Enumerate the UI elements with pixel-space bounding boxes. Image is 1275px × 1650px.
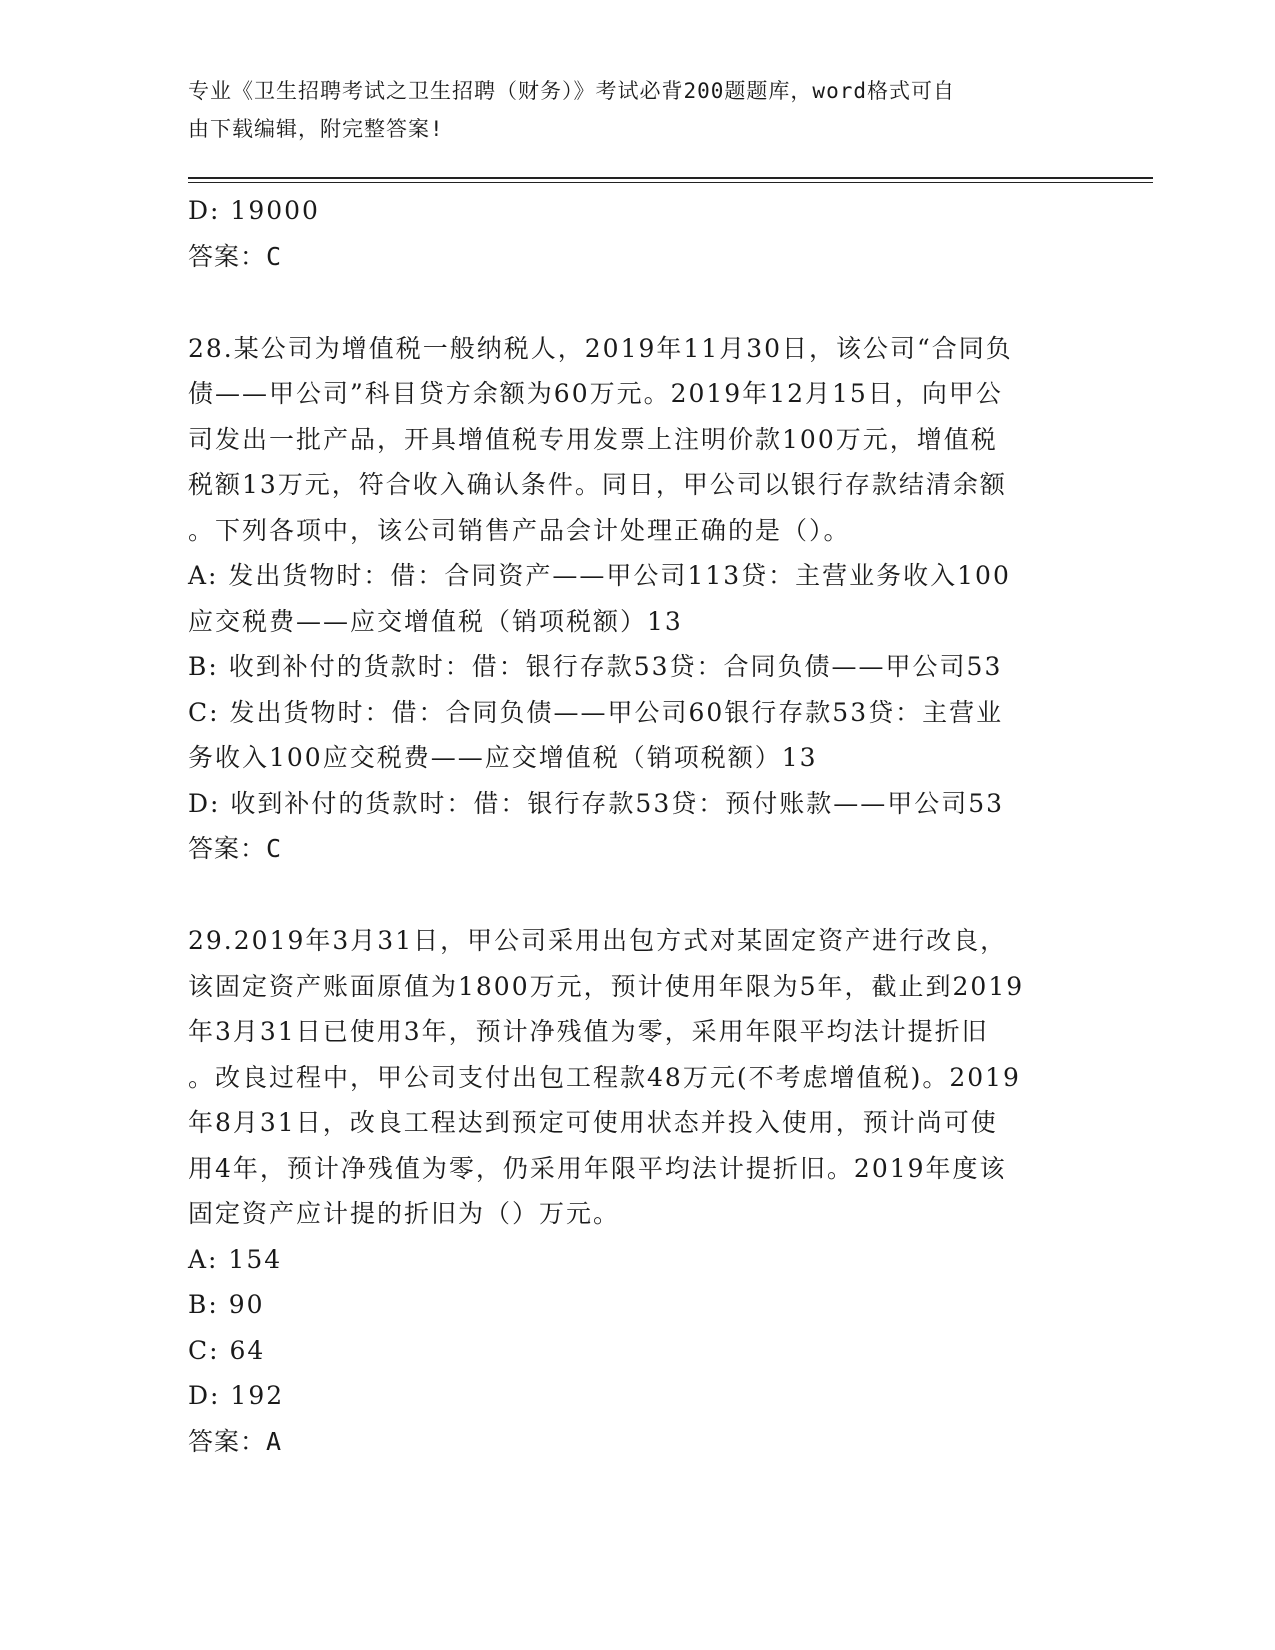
document-body (188, 188, 1078, 1465)
option-d: D: 192 (188, 1381, 285, 1410)
header-rule (188, 177, 1153, 179)
stem-line: 用4年，预计净残值为零，仍采用年限平均法计提折旧。2019年度该 (188, 1153, 1007, 1183)
stem-line: 28.某公司为增值税一般纳税人，2019年11月30日，该公司“合同负 (188, 333, 1013, 363)
option-b: B: 收到补付的货款时：借：银行存款53贷：合同负债——甲公司53 (188, 652, 1003, 681)
prev-question (188, 188, 1078, 280)
document-header (188, 72, 1068, 148)
answer-line: 答案：A (188, 1426, 283, 1456)
option-d: D: 19000 (188, 196, 320, 225)
stem-line: 。改良过程中，甲公司支付出包工程款48万元(不考虑增值税)。2019 (188, 1062, 1021, 1092)
spacer (188, 280, 1078, 326)
stem-line: 司发出一批产品，开具增值税专用发票上注明价款100万元，增值税 (188, 424, 998, 454)
answer-line: 答案：C (188, 834, 283, 863)
stem-line: 年3月31日已使用3年，预计净残值为零，采用年限平均法计提折旧 (188, 1017, 989, 1046)
stem-line: 。下列各项中，该公司销售产品会计处理正确的是（）。 (188, 515, 851, 545)
option-c: C: 发出货物时：借：合同负债——甲公司60银行存款53贷：主营业 (188, 697, 1004, 727)
question-29-stem (188, 918, 1078, 1237)
answer-line: 答案：C (188, 241, 283, 271)
question-29-options (188, 1237, 1078, 1419)
header-rule-thin (188, 182, 1153, 183)
stem-line: 该固定资产账面原值为1800万元，预计使用年限为5年，截止到2019 (188, 971, 1025, 1001)
stem-line: 债——甲公司”科目贷方余额为60万元。2019年12月15日，向甲公 (188, 379, 1003, 408)
header-line-1: 专业《卫生招聘考试之卫生招聘（财务）》考试必背200题题库，word格式可自 (188, 79, 955, 103)
option-b: B: 90 (188, 1290, 265, 1319)
option-a-cont: 应交税费——应交增值税（销项税额）13 (188, 606, 683, 636)
stem-line: 29.2019年3月31日，甲公司采用出包方式对某固定资产进行改良， (188, 926, 1008, 955)
header-line-2: 由下载编辑，附完整答案! (188, 117, 444, 141)
option-a: A: 发出货物时：借：合同资产——甲公司113贷：主营业务收入100 (188, 561, 1011, 590)
spacer (188, 872, 1078, 918)
stem-line: 年8月31日，改良工程达到预定可使用状态并投入使用，预计尚可使 (188, 1108, 998, 1137)
option-d: D: 收到补付的货款时：借：银行存款53贷：预付账款——甲公司53 (188, 788, 1005, 818)
stem-line: 税额13万元，符合收入确认条件。同日，甲公司以银行存款结清余额 (188, 470, 1007, 499)
option-a: A: 154 (188, 1244, 283, 1274)
question-28-stem (188, 326, 1078, 554)
option-c-cont: 务收入100应交税费——应交增值税（销项税额）13 (188, 743, 818, 772)
question-28-options (188, 553, 1078, 826)
option-c: C: 64 (188, 1335, 266, 1365)
question-28 (188, 326, 1078, 873)
stem-line: 固定资产应计提的折旧为（）万元。 (188, 1199, 621, 1228)
question-29 (188, 918, 1078, 1465)
